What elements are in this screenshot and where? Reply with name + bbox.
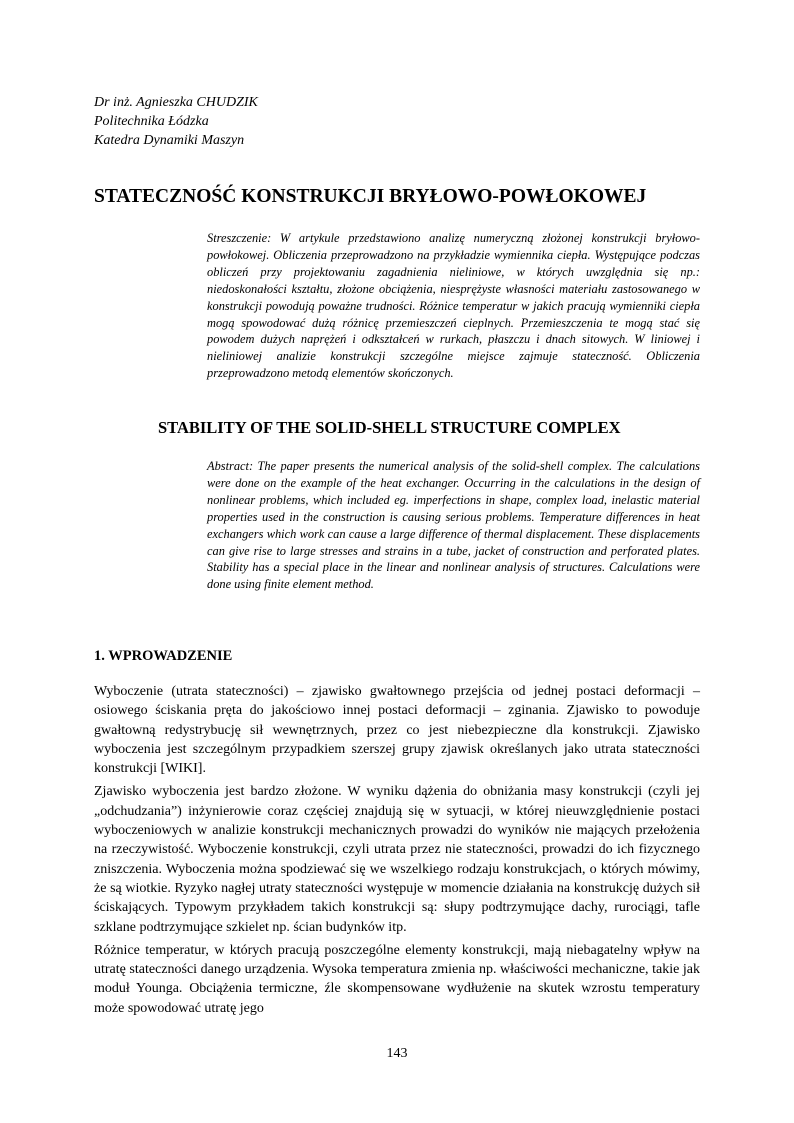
section-heading: 1. WPROWADZENIE bbox=[94, 648, 233, 664]
author-affiliation: Politechnika Łódzka bbox=[94, 114, 209, 129]
paper-title-en: STABILITY OF THE SOLID-SHELL STRUCTURE COMPLEX bbox=[158, 418, 621, 437]
paper-title-pl: STATECZNOŚĆ KONSTRUKCJI BRYŁOWO-POWŁOKOWEJ bbox=[94, 186, 647, 207]
body-text bbox=[94, 682, 700, 1022]
paragraph: Zjawisko wyboczenia jest bardzo złożone. W wyniku dążenia do obniżania masy konstrukcji (czyli jej „odchudzania”) inżynierowie coraz częściej znajdują się w sytuacji, w której nieuwzględnienie postaci wyboczeniowych w analizie konstrukcji mechanicznych prowadzi do wyników nie mających przełożenia na rzeczywistość. Wyboczenie konstrukcji, czyli utrata przez nie stateczności, prowadzi do ich fizycznego zniszczenia. Wyboczenia można spodziewać się we wszelkiego rodzaju konstrukcjach, o których mówimy, że są wiotkie. Ryzyko nagłej utraty stateczności występuje w momencie działania na konstrukcję dużych sił ściskających. Typowym przykładem takich konstrukcji są: słupy podtrzymujące dachy, rurociągi, tafle szklane podtrzymujące szkielet np. ścian budynków itp. bbox=[94, 784, 700, 935]
author-name: Dr inż. Agnieszka CHUDZIK bbox=[94, 95, 258, 110]
abstract-pl: Streszczenie: W artykule przedstawiono analizę numeryczną złożonej konstrukcji bryłowo-powłokowej. Obliczenia przeprowadzono na przykładzie wymiennika ciepła. Występujące podczas obliczeń przy projektowaniu zagadnienia nieliniowe, w których uwzględnia się np.: niedoskonałości kształtu, złożone obciążenia, niesprężyste własności materiału zastosowanego w konstrukcji powodują poważne trudności. Różnice temperatur w jakich pracują wymienniki ciepła mogą spowodować dużą różnicę przemieszczeń cieplnych. Przemieszczenia te mogą stać się powodem dużych naprężeń i odkształceń w rurkach, płaszczu i dnach sitowych. W liniowej i nieliniowej analizie konstrukcji szczególne miejsce zajmuje stateczność. Obliczenia przeprowadzono metodą elementów skończonych. bbox=[207, 231, 700, 381]
author-block bbox=[94, 93, 258, 150]
abstract-en: Abstract: The paper presents the numerical analysis of the solid-shell complex. The calculations were done on the example of the heat exchanger. Occurring in the calculations in the design of nonlinear problems, which included eg. imperfections in shape, complex load, inelastic material properties used in the construction is causing serious problems. Temperature differences in heat exchangers which work can cause a large difference of thermal displacement. These displacements can give rise to large stresses and strains in a tube, jacket of construction and perforated plates. Stability has a special place in the linear and nonlinear analysis of structures. Calculations were done using finite element method. bbox=[207, 459, 700, 592]
paragraph: Różnice temperatur, w których pracują poszczególne elementy konstrukcji, mają niebagatelny wpływ na utratę stateczności danego urządzenia. Wysoka temperatura zmienia np. właściwości mechaniczne, takie jak moduł Younga. Obciążenia termiczne, źle skompensowane wydłużenie na skutek wzrostu temperatury może spowodować utratę jego bbox=[94, 942, 700, 1016]
page-number: 143 bbox=[386, 1046, 408, 1061]
author-department: Katedra Dynamiki Maszyn bbox=[94, 133, 245, 148]
paragraph: Wyboczenie (utrata stateczności) – zjawisko gwałtownego przejścia od jednej postaci deformacji – osiowego ściskania pręta do jakościowo innej postaci deformacji – zginania. Zjawisko to powoduje gwałtowną redystrybucję sił wewnętrznych, przez co jest niebezpieczne dla konstrukcji. Zjawisko wyboczenia jest szczególnym przypadkiem szerszej grupy zjawisk określanych jako utrata stateczności konstrukcji [WIKI]. bbox=[94, 684, 700, 777]
